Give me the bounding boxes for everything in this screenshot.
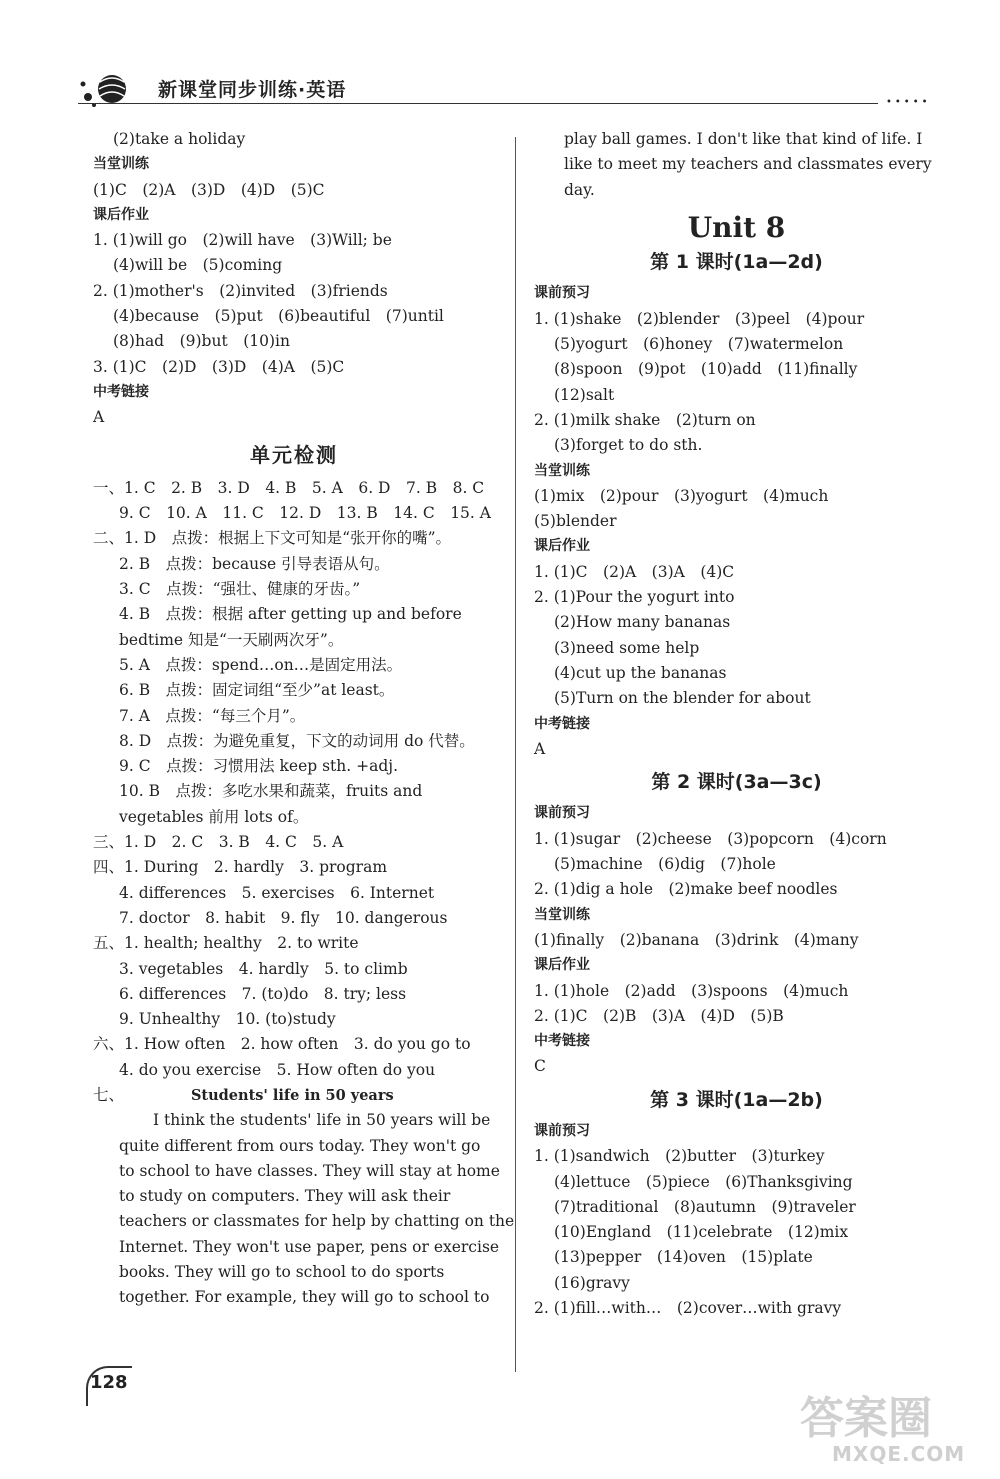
section-heading: 课前预习 (534, 285, 590, 302)
essay-line: Internet. They won't use paper, pens or exercise (119, 1237, 500, 1256)
essay-line: I think the students' life in 50 years will be (153, 1111, 491, 1130)
left-column (93, 127, 515, 1311)
column-divider (515, 137, 516, 1372)
unit-title: Unit 8 (687, 210, 786, 244)
answer-line: 2. (1)Pour the yogurt into (534, 588, 735, 607)
answer-line: (12)salt (554, 385, 615, 404)
section-heading: 课后作业 (534, 957, 590, 974)
essay-title: Students' life in 50 years (190, 1086, 394, 1104)
answer-line: (13)pepper (14)oven (15)plate (554, 1248, 813, 1267)
answer-line: (3)need some help (554, 638, 700, 657)
section-heading: 当堂训练 (534, 462, 590, 479)
answer-line: 5. A 点拨：spend…on…是固定用法。 (119, 655, 403, 674)
answer-line: 六、1. How often 2. how often 3. do you go to (93, 1035, 471, 1054)
lesson-title: 第 1 课时(1a—2d) (650, 251, 823, 274)
answer-line: 五、1. health; healthy 2. to write (93, 934, 359, 953)
unit-test-title: 单元检测 (250, 442, 338, 467)
answer-line: 1. (1)sandwich (2)butter (3)turkey (534, 1147, 825, 1166)
answer-line: 9. Unhealthy 10. (to)study (119, 1010, 336, 1029)
answer-line: 4. do you exercise 5. How often do you (119, 1060, 436, 1079)
section-heading: 课前预习 (534, 1122, 590, 1139)
answer-line: 2. (1)fill…with… (2)cover…with gravy (534, 1299, 842, 1318)
section-heading: 课前预习 (534, 805, 590, 822)
answer-line: 三、1. D 2. C 3. B 4. C 5. A (93, 833, 344, 852)
answer-line: (1)C (2)A (3)D (4)D (5)C (93, 180, 325, 199)
essay-line: to school to have classes. They will stay at home (119, 1161, 500, 1180)
answer-line: 2. (1)C (2)B (3)A (4)D (5)B (534, 1006, 784, 1025)
answer-line: 6. B 点拨：固定词组“至少”at least。 (119, 681, 395, 700)
answer-line: 3. vegetables 4. hardly 5. to climb (119, 959, 408, 978)
answer-line: 4. B 点拨：根据 after getting up and before bedtime 知是“一天刷两次牙”。 (119, 605, 462, 649)
answer-line: (4)because (5)put (6)beautiful (7)until (113, 307, 444, 326)
essay-line: books. They will go to school to do sports (119, 1263, 445, 1282)
essay-line: together. For example, they will go to school to (119, 1288, 490, 1307)
essay-line: to study on computers. They will ask their (119, 1187, 451, 1206)
answer-line: 10. B 点拨：多吃水果和蔬菜，fruits and vegetables 前用 lots of。 (119, 782, 423, 826)
answer-line: (4)cut up the bananas (554, 663, 727, 682)
essay-line: play ball games. I don't like that kind of life. I (564, 130, 923, 148)
answer-line: A (534, 739, 546, 758)
answer-line: 1. (1)shake (2)blender (3)peel (4)pour (534, 309, 865, 328)
answer-line: C (534, 1057, 546, 1076)
answer-line: 9. C 点拨：习惯用法 keep sth. +adj. (119, 757, 398, 776)
lesson-title: 第 2 课时(3a—3c) (651, 771, 822, 794)
section-heading: 课后作业 (534, 538, 590, 555)
watermark-url: MXQE.COM (832, 1442, 966, 1466)
essay-heading-line (93, 1083, 495, 1108)
answer-line: 1. (1)will go (2)will have (3)Will; be (93, 231, 392, 250)
answer-line: (8)spoon (9)pot (10)add (11)finally (554, 360, 858, 379)
answer-line: 2. (1)milk shake (2)turn on (534, 410, 756, 429)
page-header (78, 70, 948, 110)
section-heading: 中考链接 (534, 715, 590, 732)
answer-line: 二、1. D 点拨：根据上下文可知是“张开你的嘴”。 (93, 529, 451, 548)
answer-line: A (93, 408, 105, 427)
answer-line: 7. doctor 8. habit 9. fly 10. dangerous (119, 908, 448, 927)
answer-line: 1. (1)hole (2)add (3)spoons (4)much (534, 981, 849, 1000)
answer-line: 2. (1)mother's (2)invited (3)friends (93, 281, 388, 300)
answer-line: (2)How many bananas (554, 613, 731, 632)
answer-line: (5)machine (6)dig (7)hole (554, 855, 776, 874)
answer-line: 1. (1)C (2)A (3)A (4)C (534, 562, 735, 581)
answer-line: (4)will be (5)coming (113, 256, 283, 275)
answer-line: 1. (1)sugar (2)cheese (3)popcorn (4)corn (534, 829, 887, 848)
answer-line: (10)England (11)celebrate (12)mix (554, 1223, 849, 1242)
essay-line: quite different from ours today. They won't go (119, 1136, 481, 1155)
essay-line: day. (564, 180, 595, 199)
answer-line: (1)mix (2)pour (3)yogurt (4)much (534, 486, 829, 505)
section-heading: 课后作业 (93, 206, 149, 223)
lesson-title: 第 3 课时(1a—2b) (650, 1088, 823, 1111)
header-rule (78, 103, 878, 104)
book-title: 新课堂同步训练·英语 (158, 79, 347, 101)
answer-line: 9. C 10. A 11. C 12. D 13. B 14. C 15. A (119, 504, 491, 523)
answer-line: 3. (1)C (2)D (3)D (4)A (5)C (93, 357, 345, 376)
answer-line: 4. differences 5. exercises 6. Internet (119, 883, 435, 902)
answer-line: (3)forget to do sth. (554, 436, 703, 455)
section-heading: 当堂训练 (93, 156, 149, 173)
answer-line: 2. B 点拨：because 引导表语从句。 (119, 554, 390, 573)
answer-line: 四、1. During 2. hardly 3. program (93, 858, 388, 877)
answer-line: 3. C 点拨：“强壮、健康的牙齿。” (119, 580, 361, 599)
question-number: 七、 (93, 1085, 125, 1104)
right-column (534, 127, 939, 1321)
answer-line: 6. differences 7. (to)do 8. try; less (119, 984, 407, 1003)
answer-line: (7)traditional (8)autumn (9)traveler (554, 1197, 856, 1216)
answer-line: (5)blender (534, 512, 617, 531)
page-number: 128 (90, 1372, 128, 1393)
answer-line: 8. D 点拨：为避免重复，下文的动词用 do 代替。 (119, 731, 475, 750)
answer-line: 一、1. C 2. B 3. D 4. B 5. A 6. D 7. B 8. C (93, 478, 485, 497)
answer-line: (4)lettuce (5)piece (6)Thanksgiving (554, 1172, 853, 1191)
section-heading: 中考链接 (93, 383, 149, 400)
answer-line: (2)take a holiday (113, 130, 246, 148)
answer-line: 7. A 点拨：“每三个月”。 (119, 706, 306, 725)
section-heading: 中考链接 (534, 1033, 590, 1050)
essay-line: teachers or classmates for help by chatting on the (119, 1212, 515, 1231)
essay-line: like to meet my teachers and classmates every (564, 155, 932, 174)
answer-line: 2. (1)dig a hole (2)make beef noodles (534, 880, 838, 899)
answer-line: (5)Turn on the blender for about (554, 689, 811, 708)
header-dots: ••••• (886, 97, 931, 108)
answer-line: (8)had (9)but (10)in (113, 332, 290, 351)
section-heading: 当堂训练 (534, 906, 590, 923)
answer-line: (16)gravy (554, 1273, 630, 1292)
answer-line: (5)yogurt (6)honey (7)watermelon (554, 335, 844, 354)
watermark-logo: 答案圈 (800, 1393, 932, 1444)
answer-line: (1)finally (2)banana (3)drink (4)many (534, 930, 859, 949)
